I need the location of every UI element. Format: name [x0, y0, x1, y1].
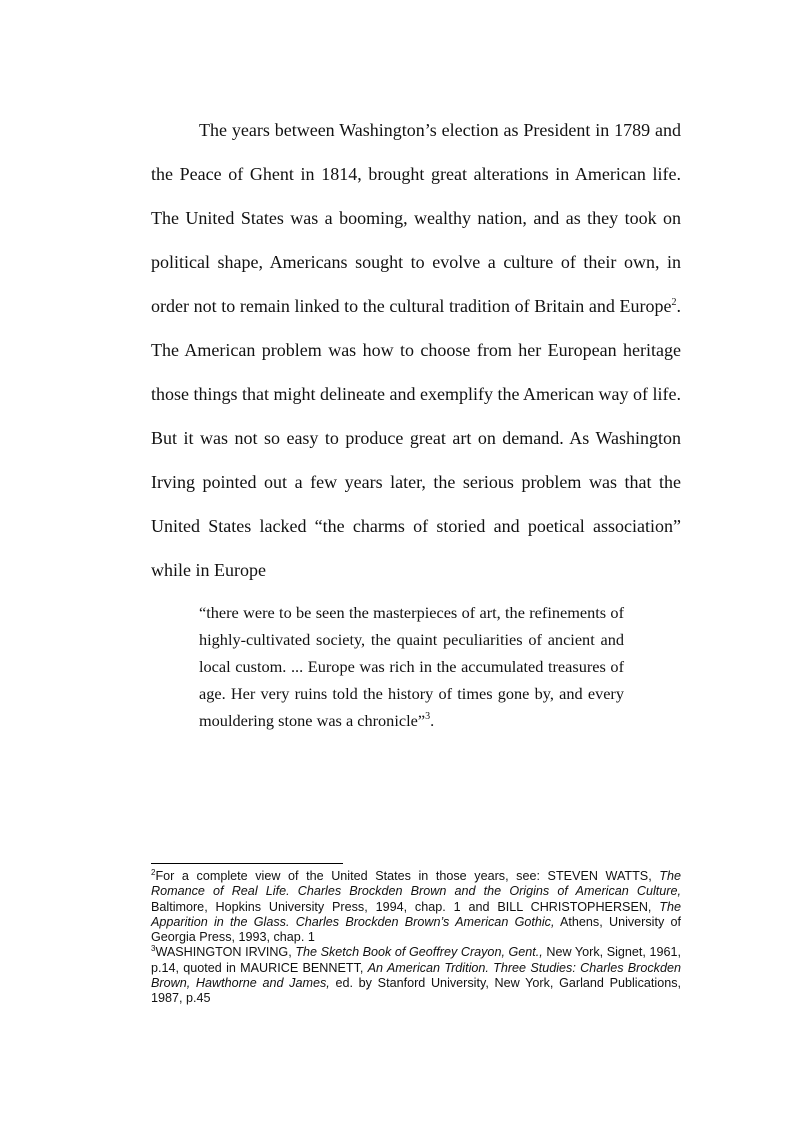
footnote-ref-2[interactable]: 2	[671, 297, 677, 308]
footnote-separator	[151, 863, 343, 864]
footnote-text: WASHINGTON IRVING,	[155, 945, 296, 960]
footnote-ref-3[interactable]: 3	[425, 711, 431, 722]
body-text-part-2: . The American problem was how to choose from her European heritage those things that might delineate and exemplify the American way of life. But it was not so easy to produce great art on demand. As Washington Irving pointed out a few years later, the serious problem was that the United States lacked “the charms of storied and poetical association” while in Europe	[151, 296, 681, 580]
footnote-number: 2	[151, 868, 156, 877]
footnote-text: Baltimore, Hopkins University Press, 1994, chap. 1 and BILL CHRISTOPHERSEN,	[151, 899, 660, 914]
body-text-part-1: The years between Washington’s election as President in 1789 and the Peace of Ghent in 1814, brought great alterations in American life. The United States was a booming, wealthy nation, and as they took on political shape, Americans sought to evolve a culture of their own, in order not to remain linked to the cultural tradition of Britain and Europe	[151, 120, 681, 316]
quote-end: .	[430, 711, 435, 730]
footnote-title: The Apparition in the Glass. Charles Brockden Brown’s American Gothic,	[151, 899, 681, 929]
body-paragraph	[151, 108, 681, 592]
quote-text: “there were to be seen the masterpieces of art, the refinements of highly-cultivated society, the quaint peculiarities of ancient and local custom. ... Europe was rich in the accumulated treasures of age. Her very ruins told the history of times gone by, and every mouldering stone was a chronicle”	[199, 603, 624, 730]
footnote-text: Athens, University of Georgia Press, 1993, chap. 1	[151, 914, 682, 945]
footnote-2	[151, 869, 681, 945]
footnote-title: An American Trdition. Three Studies: Charles Brockden Brown, Hawthorne and James,	[151, 960, 681, 991]
footnote-3	[151, 945, 681, 1006]
footnote-text: ed. by Stanford University, New York, Garland Publications, 1987, p.45	[151, 976, 681, 1006]
footnotes	[151, 869, 681, 1007]
footnote-title: The Romance of Real Life. Charles Brockden Brown and the Origins of American Culture,	[151, 869, 681, 899]
footnote-text: New York, Signet, 1961, p.14, quoted in MAURICE BENNETT,	[151, 945, 681, 975]
footnote-number: 3	[151, 944, 156, 954]
footnote-title: The Sketch Book of Geoffrey Crayon, Gent.,	[295, 945, 543, 960]
block-quote	[199, 599, 624, 734]
footnote-text: For a complete view of the United States in those years, see: STEVEN WATTS,	[155, 869, 660, 883]
